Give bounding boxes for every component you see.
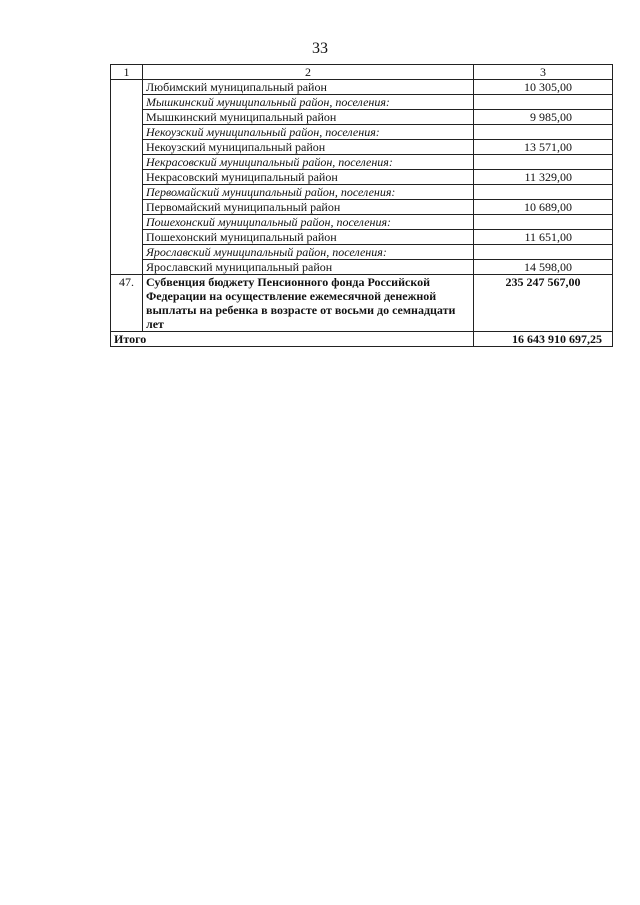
row-value [474, 155, 613, 170]
table-row [111, 260, 613, 275]
row-value [474, 215, 613, 230]
row-value: 11 651,00 [474, 230, 613, 245]
column-header-1: 1 [111, 65, 143, 80]
row-value [474, 95, 613, 110]
item-47-row [111, 275, 613, 332]
row-number-cell-empty [111, 80, 143, 275]
table-row [111, 140, 613, 155]
row-value: 14 598,00 [474, 260, 613, 275]
table-row [111, 95, 613, 110]
row-value: 10 689,00 [474, 200, 613, 215]
table-row [111, 170, 613, 185]
row-name: Ярославский муниципальный район [143, 260, 474, 275]
row-name: Пошехонский муниципальный район [143, 230, 474, 245]
table-row [111, 110, 613, 125]
table-row [111, 215, 613, 230]
row-value: 9 985,00 [474, 110, 613, 125]
row-name: Некрасовский муниципальный район [143, 170, 474, 185]
row-name: Некоузский муниципальный район [143, 140, 474, 155]
table-row [111, 185, 613, 200]
table-row [111, 230, 613, 245]
column-header-2: 2 [143, 65, 474, 80]
row-name: Мышкинский муниципальный район [143, 110, 474, 125]
table-row [111, 245, 613, 260]
table-row [111, 125, 613, 140]
total-row [111, 332, 613, 347]
page-number: 33 [312, 40, 328, 57]
row-name: Мышкинский муниципальный район, поселения: [143, 95, 474, 110]
row-name: Некоузский муниципальный район, поселения: [143, 125, 474, 140]
budget-table [110, 64, 613, 347]
row-name: Первомайский муниципальный район [143, 200, 474, 215]
row-name: Первомайский муниципальный район, поселения: [143, 185, 474, 200]
table-row [111, 200, 613, 215]
column-header-3: 3 [474, 65, 613, 80]
table-row [111, 80, 613, 95]
total-label: Итого [111, 332, 474, 347]
row-value [474, 185, 613, 200]
row-value: 13 571,00 [474, 140, 613, 155]
item-47-number: 47. [111, 275, 143, 332]
row-value [474, 125, 613, 140]
table-row [111, 155, 613, 170]
row-value [474, 245, 613, 260]
table-header-row [111, 65, 613, 80]
row-name: Пошехонский муниципальный район, поселения: [143, 215, 474, 230]
item-47-value: 235 247 567,00 [474, 275, 613, 332]
item-47-name: Субвенция бюджету Пенсионного фонда Российской Федерации на осуществление ежемесячной денежной выплаты на ребенка в возрасте от восьми до семнадцати лет [143, 275, 474, 332]
row-value: 11 329,00 [474, 170, 613, 185]
row-name: Некрасовский муниципальный район, поселения: [143, 155, 474, 170]
row-name: Любимский муниципальный район [143, 80, 474, 95]
row-name: Ярославский муниципальный район, поселения: [143, 245, 474, 260]
row-value: 10 305,00 [474, 80, 613, 95]
total-value: 16 643 910 697,25 [474, 332, 613, 347]
